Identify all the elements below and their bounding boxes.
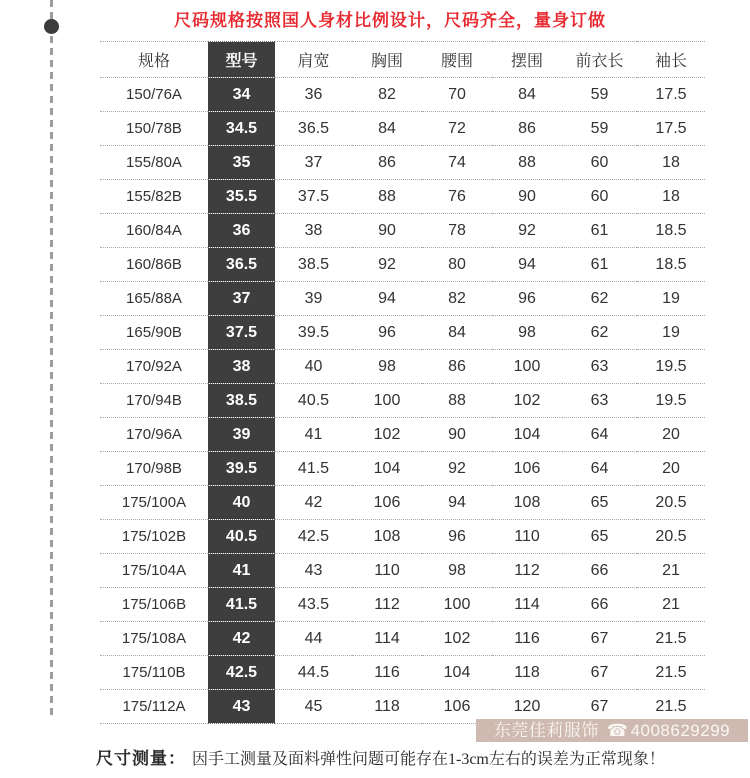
size-table-body xyxy=(100,78,705,724)
measure-cell: 100 xyxy=(422,588,492,622)
measure-cell: 42.5 xyxy=(275,520,352,554)
measurement-note-label: 尺寸测量： xyxy=(96,749,186,768)
measurement-note xyxy=(96,746,736,773)
measure-cell: 18.5 xyxy=(637,214,705,248)
measure-cell: 40 xyxy=(275,350,352,384)
spec-cell: 175/108A xyxy=(100,622,208,656)
spec-cell: 170/98B xyxy=(100,452,208,486)
measure-cell: 43 xyxy=(275,554,352,588)
measure-cell: 86 xyxy=(352,146,422,180)
model-cell: 36.5 xyxy=(208,248,275,282)
header-model: 型号 xyxy=(208,42,275,78)
measure-cell: 63 xyxy=(562,350,637,384)
measure-cell: 67 xyxy=(562,690,637,724)
measure-cell: 94 xyxy=(492,248,562,282)
model-cell: 41 xyxy=(208,554,275,588)
spec-cell: 160/84A xyxy=(100,214,208,248)
measure-cell: 86 xyxy=(422,350,492,384)
header-waist: 腰围 xyxy=(422,42,492,78)
measure-cell: 84 xyxy=(492,78,562,112)
measure-cell: 64 xyxy=(562,452,637,486)
spec-cell: 175/106B xyxy=(100,588,208,622)
model-cell: 38 xyxy=(208,350,275,384)
spec-cell: 175/104A xyxy=(100,554,208,588)
measure-cell: 116 xyxy=(352,656,422,690)
measure-cell: 74 xyxy=(422,146,492,180)
measure-cell: 20 xyxy=(637,418,705,452)
measure-cell: 36.5 xyxy=(275,112,352,146)
measure-cell: 61 xyxy=(562,248,637,282)
measure-cell: 64 xyxy=(562,418,637,452)
measure-cell: 39.5 xyxy=(275,316,352,350)
model-cell: 34 xyxy=(208,78,275,112)
measure-cell: 102 xyxy=(352,418,422,452)
spec-cell: 175/110B xyxy=(100,656,208,690)
table-row xyxy=(100,282,705,316)
spec-cell: 175/102B xyxy=(100,520,208,554)
measure-cell: 45 xyxy=(275,690,352,724)
measure-cell: 17.5 xyxy=(637,112,705,146)
measure-cell: 96 xyxy=(422,520,492,554)
measure-cell: 37.5 xyxy=(275,180,352,214)
table-row xyxy=(100,146,705,180)
table-row xyxy=(100,248,705,282)
measure-cell: 39 xyxy=(275,282,352,316)
measure-cell: 118 xyxy=(492,656,562,690)
measure-cell: 82 xyxy=(422,282,492,316)
model-cell: 42.5 xyxy=(208,656,275,690)
measure-cell: 70 xyxy=(422,78,492,112)
table-row xyxy=(100,622,705,656)
measure-cell: 108 xyxy=(352,520,422,554)
measure-cell: 19.5 xyxy=(637,350,705,384)
spec-cell: 155/82B xyxy=(100,180,208,214)
measure-cell: 61 xyxy=(562,214,637,248)
spec-cell: 175/100A xyxy=(100,486,208,520)
model-cell: 41.5 xyxy=(208,588,275,622)
measure-cell: 92 xyxy=(352,248,422,282)
measure-cell: 90 xyxy=(352,214,422,248)
measure-cell: 86 xyxy=(492,112,562,146)
measure-cell: 102 xyxy=(422,622,492,656)
measure-cell: 59 xyxy=(562,78,637,112)
table-row xyxy=(100,316,705,350)
telephone-icon: ☎ xyxy=(606,721,629,740)
measure-cell: 92 xyxy=(422,452,492,486)
table-row xyxy=(100,112,705,146)
measure-cell: 88 xyxy=(352,180,422,214)
measure-cell: 38.5 xyxy=(275,248,352,282)
measure-cell: 67 xyxy=(562,622,637,656)
measure-cell: 98 xyxy=(422,554,492,588)
header-chest: 胸围 xyxy=(352,42,422,78)
measure-cell: 106 xyxy=(352,486,422,520)
spec-cell: 175/112A xyxy=(100,690,208,724)
measure-cell: 102 xyxy=(492,384,562,418)
measure-cell: 80 xyxy=(422,248,492,282)
measure-cell: 66 xyxy=(562,554,637,588)
table-header-row xyxy=(100,42,705,78)
dashed-line-decoration xyxy=(50,0,53,716)
measure-cell: 82 xyxy=(352,78,422,112)
model-cell: 43 xyxy=(208,690,275,724)
measure-cell: 60 xyxy=(562,146,637,180)
measure-cell: 108 xyxy=(492,486,562,520)
table-row xyxy=(100,350,705,384)
model-cell: 37 xyxy=(208,282,275,316)
measure-cell: 18 xyxy=(637,180,705,214)
measure-cell: 41.5 xyxy=(275,452,352,486)
measure-cell: 60 xyxy=(562,180,637,214)
table-row xyxy=(100,588,705,622)
measure-cell: 18 xyxy=(637,146,705,180)
measure-cell: 84 xyxy=(352,112,422,146)
measure-cell: 88 xyxy=(422,384,492,418)
measure-cell: 96 xyxy=(352,316,422,350)
measure-cell: 21 xyxy=(637,554,705,588)
table-row xyxy=(100,418,705,452)
spec-cell: 165/90B xyxy=(100,316,208,350)
measure-cell: 112 xyxy=(492,554,562,588)
measure-cell: 78 xyxy=(422,214,492,248)
model-cell: 38.5 xyxy=(208,384,275,418)
shop-phone: 4008629299 xyxy=(630,721,731,740)
model-cell: 35.5 xyxy=(208,180,275,214)
measure-cell: 106 xyxy=(492,452,562,486)
measure-cell: 94 xyxy=(352,282,422,316)
measurement-note-text: 因手工测量及面料弹性问题可能存在1-3cm左右的误差为正常现象！ xyxy=(192,751,665,768)
measure-cell: 114 xyxy=(352,622,422,656)
spec-cell: 160/86B xyxy=(100,248,208,282)
measure-cell: 42 xyxy=(275,486,352,520)
measure-cell: 20 xyxy=(637,452,705,486)
measure-cell: 40.5 xyxy=(275,384,352,418)
measure-cell: 62 xyxy=(562,282,637,316)
measure-cell: 110 xyxy=(492,520,562,554)
measure-cell: 98 xyxy=(492,316,562,350)
measure-cell: 112 xyxy=(352,588,422,622)
measure-cell: 106 xyxy=(422,690,492,724)
shop-watermark xyxy=(476,719,748,742)
table-row xyxy=(100,486,705,520)
measure-cell: 17.5 xyxy=(637,78,705,112)
measure-cell: 43.5 xyxy=(275,588,352,622)
table-row xyxy=(100,452,705,486)
model-cell: 42 xyxy=(208,622,275,656)
measure-cell: 100 xyxy=(492,350,562,384)
model-cell: 35 xyxy=(208,146,275,180)
measure-cell: 20.5 xyxy=(637,520,705,554)
measure-cell: 72 xyxy=(422,112,492,146)
measure-cell: 18.5 xyxy=(637,248,705,282)
measure-cell: 59 xyxy=(562,112,637,146)
measure-cell: 19 xyxy=(637,282,705,316)
model-cell: 34.5 xyxy=(208,112,275,146)
measure-cell: 104 xyxy=(422,656,492,690)
table-row xyxy=(100,554,705,588)
table-row xyxy=(100,180,705,214)
measure-cell: 104 xyxy=(492,418,562,452)
measure-cell: 19 xyxy=(637,316,705,350)
measure-cell: 67 xyxy=(562,656,637,690)
measure-cell: 114 xyxy=(492,588,562,622)
measure-cell: 116 xyxy=(492,622,562,656)
measure-cell: 41 xyxy=(275,418,352,452)
measure-cell: 21 xyxy=(637,588,705,622)
header-sleeve-length: 袖长 xyxy=(637,42,705,78)
spec-cell: 155/80A xyxy=(100,146,208,180)
measure-cell: 36 xyxy=(275,78,352,112)
measure-cell: 66 xyxy=(562,588,637,622)
measure-cell: 98 xyxy=(352,350,422,384)
page-title: 尺码规格按照国人身材比例设计，尺码齐全，量身订做 xyxy=(174,11,606,30)
model-cell: 40 xyxy=(208,486,275,520)
table-row xyxy=(100,78,705,112)
shop-name: 东莞佳莉服饰 xyxy=(493,721,599,740)
measure-cell: 21.5 xyxy=(637,622,705,656)
header-shoulder: 肩宽 xyxy=(275,42,352,78)
model-cell: 36 xyxy=(208,214,275,248)
measure-cell: 44.5 xyxy=(275,656,352,690)
table-row xyxy=(100,214,705,248)
model-cell: 40.5 xyxy=(208,520,275,554)
measure-cell: 90 xyxy=(492,180,562,214)
measure-cell: 62 xyxy=(562,316,637,350)
measure-cell: 76 xyxy=(422,180,492,214)
spec-cell: 170/92A xyxy=(100,350,208,384)
measure-cell: 94 xyxy=(422,486,492,520)
measure-cell: 96 xyxy=(492,282,562,316)
model-cell: 39.5 xyxy=(208,452,275,486)
measure-cell: 37 xyxy=(275,146,352,180)
measure-cell: 65 xyxy=(562,486,637,520)
measure-cell: 20.5 xyxy=(637,486,705,520)
spec-cell: 170/94B xyxy=(100,384,208,418)
measure-cell: 88 xyxy=(492,146,562,180)
measure-cell: 84 xyxy=(422,316,492,350)
measure-cell: 44 xyxy=(275,622,352,656)
model-cell: 39 xyxy=(208,418,275,452)
model-cell: 37.5 xyxy=(208,316,275,350)
measure-cell: 19.5 xyxy=(637,384,705,418)
measure-cell: 63 xyxy=(562,384,637,418)
spec-cell: 165/88A xyxy=(100,282,208,316)
size-chart-table xyxy=(100,41,705,724)
measure-cell: 65 xyxy=(562,520,637,554)
measure-cell: 100 xyxy=(352,384,422,418)
header-front-length: 前衣长 xyxy=(562,42,637,78)
header-hem: 摆围 xyxy=(492,42,562,78)
measure-cell: 38 xyxy=(275,214,352,248)
measure-cell: 104 xyxy=(352,452,422,486)
measure-cell: 92 xyxy=(492,214,562,248)
measure-cell: 21.5 xyxy=(637,690,705,724)
header-spec: 规格 xyxy=(100,42,208,78)
measure-cell: 118 xyxy=(352,690,422,724)
table-row xyxy=(100,656,705,690)
spec-cell: 150/76A xyxy=(100,78,208,112)
table-row xyxy=(100,384,705,418)
measure-cell: 120 xyxy=(492,690,562,724)
measure-cell: 21.5 xyxy=(637,656,705,690)
measure-cell: 110 xyxy=(352,554,422,588)
table-row xyxy=(100,520,705,554)
spec-cell: 150/78B xyxy=(100,112,208,146)
spec-cell: 170/96A xyxy=(100,418,208,452)
measure-cell: 90 xyxy=(422,418,492,452)
